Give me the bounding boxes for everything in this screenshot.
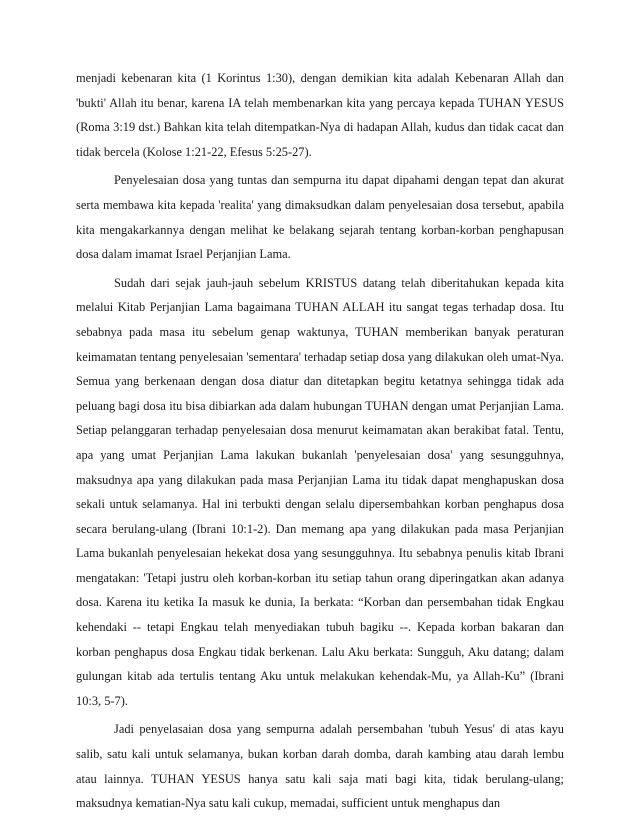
paragraph-4: Jadi penyelasaian dosa yang sempurna adalah persembahan 'tubuh Yesus' di atas kayu salib, satu kali untuk selamanya, bukan korban darah domba, darah kambing atau darah lembu atau lainnya. TUHAN YESUS hanya satu kali saja mati bagi kita, tidak berulang-ulang; maksudnya kematian-Nya satu kali cukup, memadai, sufficient untuk menghapus dan (76, 722, 564, 811)
paragraph-3: Sudah dari sejak jauh-jauh sebelum KRISTUS datang telah diberitahukan kepada kita melalui Kitab Perjanjian Lama bagaimana TUHAN ALLAH itu sangat tegas terhadap dosa. Itu sebabnya pada masa itu sebelum genap waktunya, TUHAN memberikan banyak peraturan keimamatan tentang penyelesaian 'sementara' terhadap setiap dosa yang dilakukan oleh umat-Nya. Semua yang berkenaan dengan dosa diatur dan ditetapkan begitu ketatnya sehingga tidak ada peluang bagi dosa itu bisa dibiarkan ada dalam hubungan TUHAN dengan umat Perjanjian Lama. Setiap pelanggaran terhadap penyelesaian dosa menurut keimamatan akan berakibat fatal. Tentu, apa yang umat Perjanjian Lama lakukan bukanlah 'penyelesaian dosa' yang sesungguhnya, maksudnya apa yang dilakukan pada masa Perjanjian Lama itu tidak dapat menghapuskan dosa sekali untuk selamanya. Hal ini terbukti dengan selalu dipersembahkan korban penghapus dosa secara berulang-ulang (Ibrani 10:1-2). Dan memang apa yang dilakukan pada masa Perjanjian Lama bukanlah penyelesaian hekekat dosa yang sesungguhnya. Itu sebabnya penulis kitab Ibrani mengatakan: 'Tetapi justru oleh korban-korban itu setiap tahun orang diperingatkan akan adanya dosa. Karena itu ketika Ia masuk ke dunia, Ia berkata: “Korban dan persembahan tidak Engkau kehendaki -- tetapi Engkau telah menyediakan tubuh bagiku --. Kepada korban bakaran dan korban penghapus dosa Engkau tidak berkenan. Lalu Aku berkata: Sungguh, Aku datang; dalam gulungan kitab ada tertulis tentang Aku untuk melakukan kehendak-Mu, ya Allah-Ku” (Ibrani 10:3, 5-7). (76, 275, 564, 708)
paragraph-2: Penyelesaian dosa yang tuntas dan sempurna itu dapat dipahami dengan tepat dan akurat serta membawa kita kepada 'realita' yang dimaksudkan dalam penyelesaian dosa tersebut, apabila kita mengakarkannya dengan melihat ke belakang sejarah tentang korban-korban penghapusan dosa dalam imamat Israel Perjanjian Lama. (76, 173, 564, 262)
paragraph-1: menjadi kebenaran kita (1 Korintus 1:30), dengan demikian kita adalah Kebenaran Allah dan 'bukti' Allah itu benar, karena IA telah membenarkan kita yang percaya kepada TUHAN YESUS (Roma 3:19 dst.) Bahkan kita telah ditempatkan-Nya di hadapan Allah, kudus dan tidak cacat dan tidak bercela (Kolose 1:21-22, Efesus 5:25-27). (76, 71, 564, 159)
